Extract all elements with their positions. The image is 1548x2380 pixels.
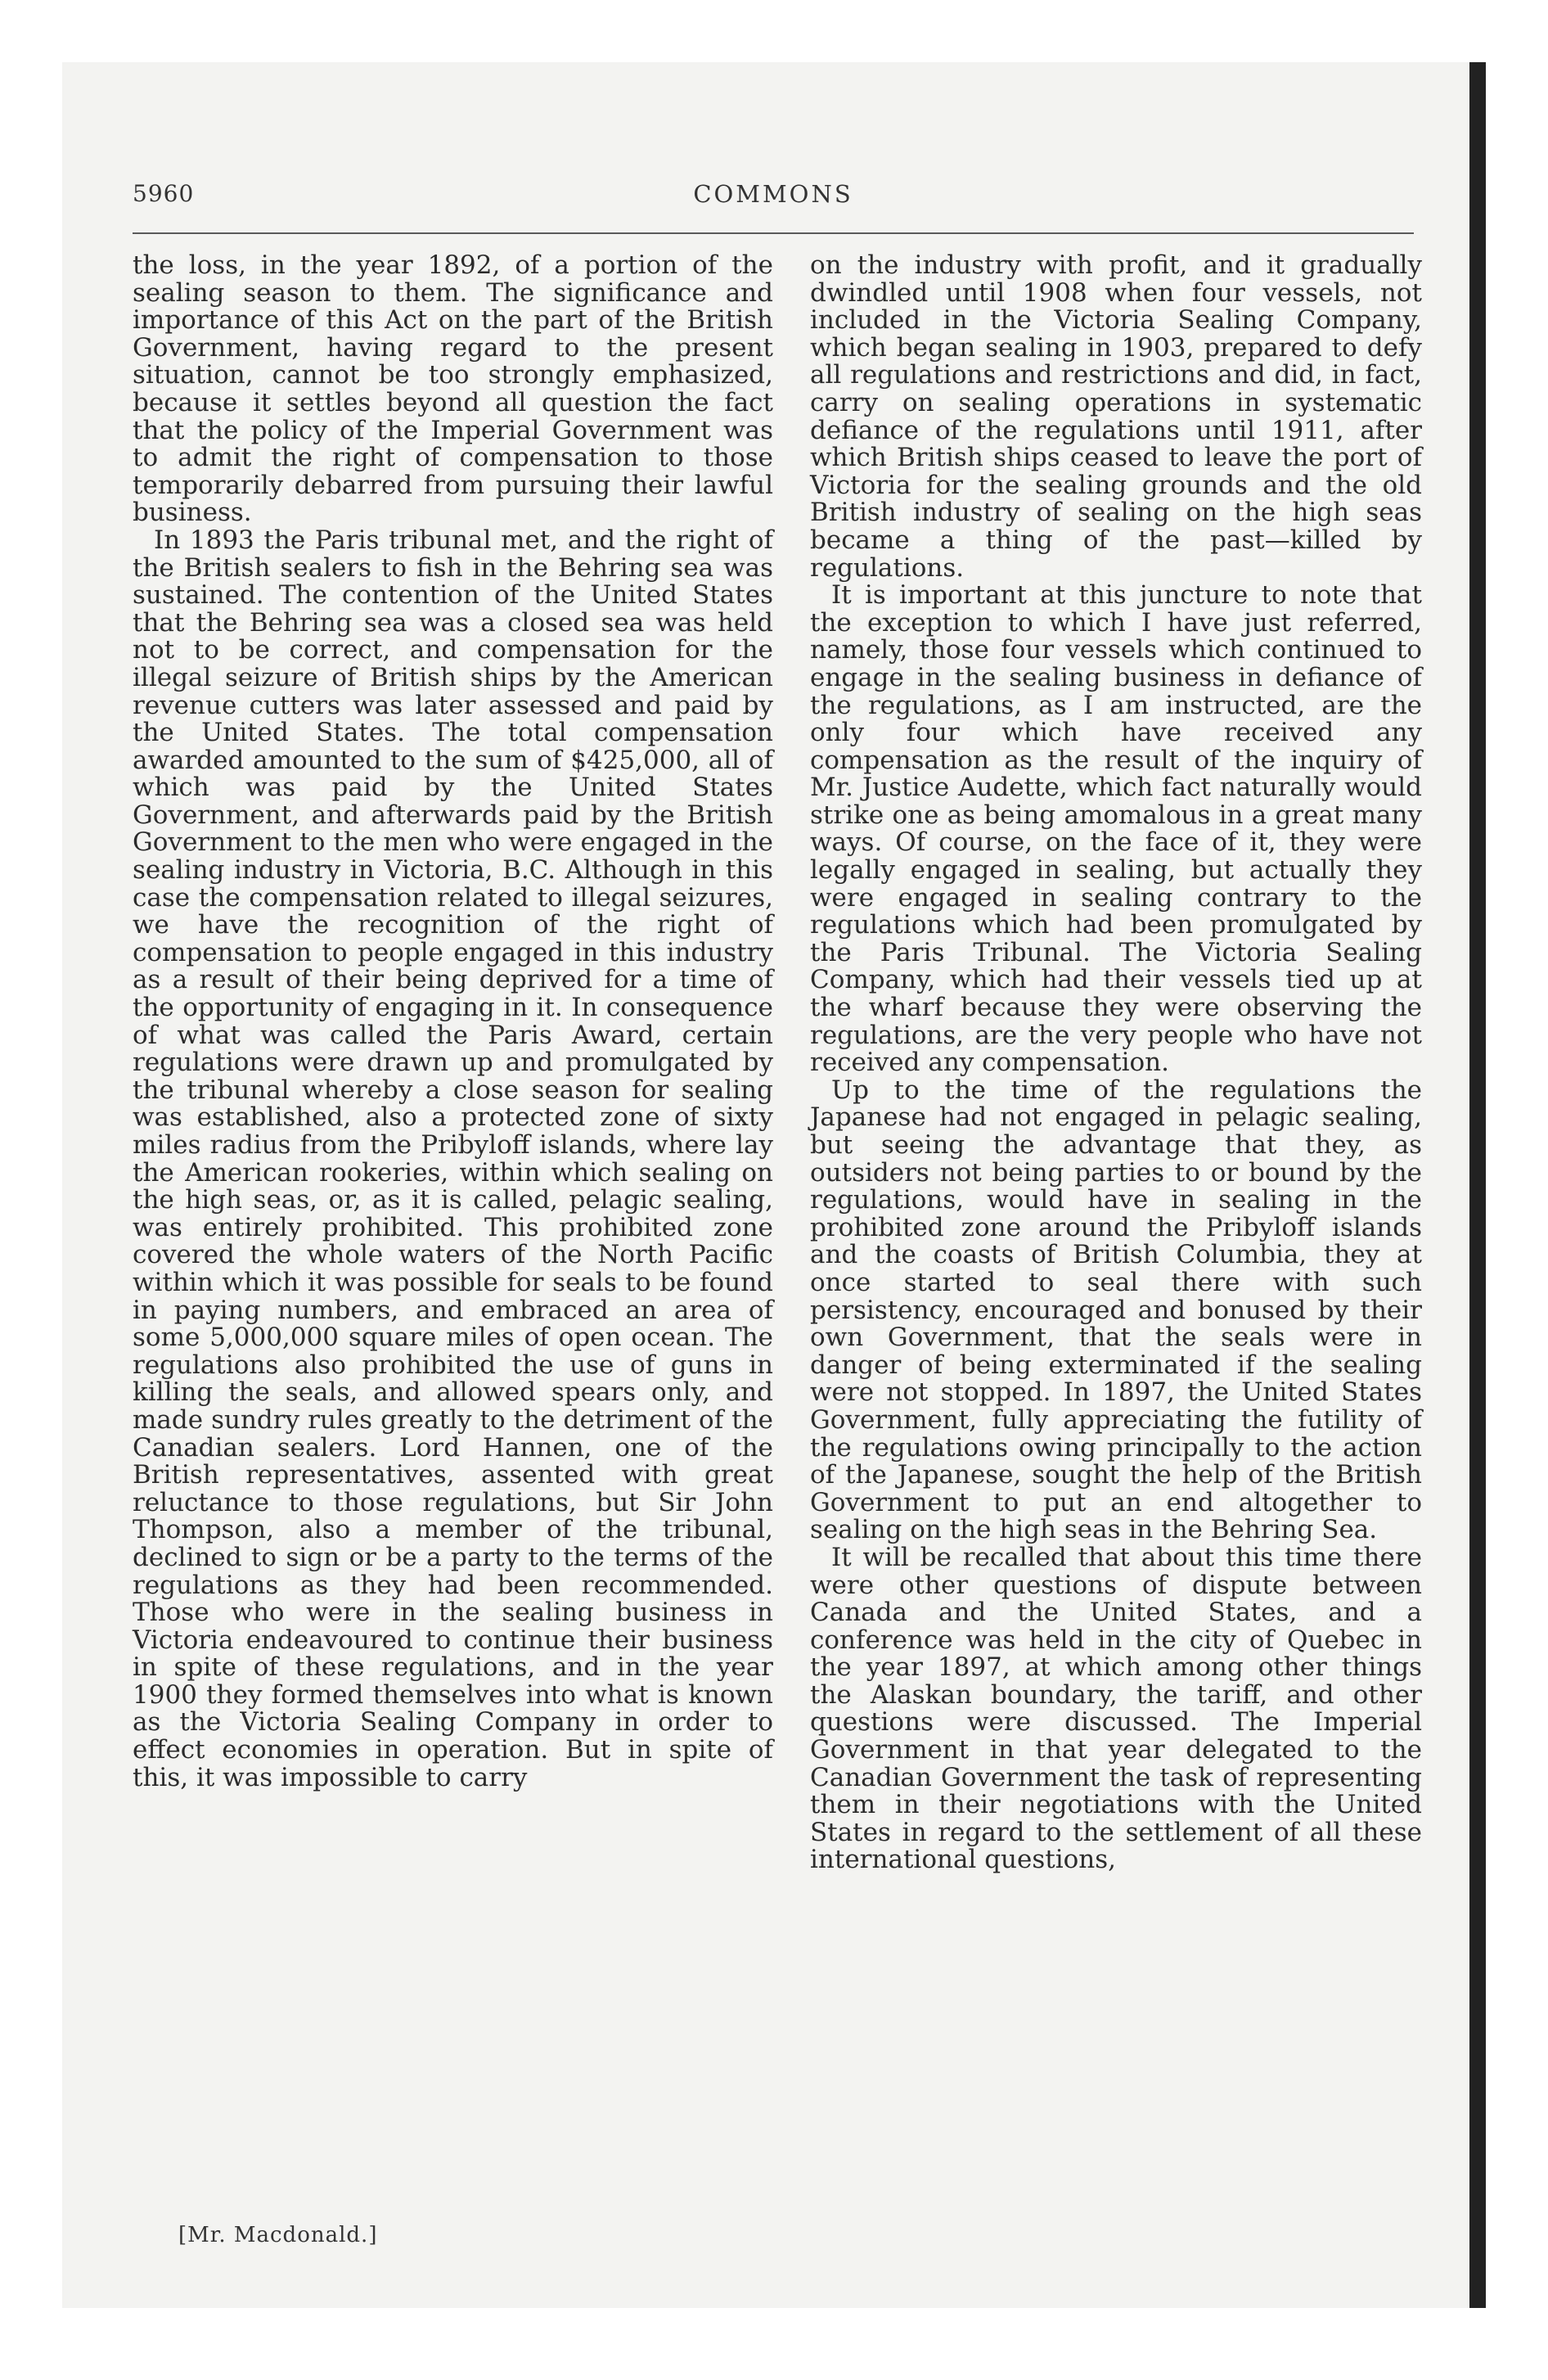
paragraph: It will be recalled that about this time there were other questions of dispute between Canada and the United States, and a conference was held in the city of Quebec in the year 1897, at which among other things the Alaskan boundary, the tariff, and other questions were discussed. The Imperial Government in that year delegated to the Canadian Government the task of representing them in their negotiations with the United States in regard to the settlement of all these international questions, — [810, 1542, 1422, 1875]
header-rule — [133, 232, 1414, 234]
right-column — [810, 252, 1422, 1874]
paragraph: the loss, in the year 1892, of a portion of the sealing season to them. The significance and importance of this Act on the part of the British Government, having regard to the present situation, cannot be too strongly emphasized, because it settles beyond all question the fact that the policy of the Imperial Government was to admit the right of compensation to those temporarily debarred from pursuing their lawful business. — [133, 250, 773, 528]
paragraph: In 1893 the Paris tribunal met, and the right of the British sealers to fish in the Behring sea was sustained. The contention of the United States that the Behring sea was a closed sea was held not to be correct, and compensation for the illegal seizure of British ships by the American revenue cutters was later assessed and paid by the United States. The total compensation awarded amounted to the sum of $425,000, all of which was paid by the United States Government, and afterwards paid by the British Government to the men who were engaged in the sealing industry in Victoria, B.C. Although in this case the compensation related to illegal seizures, we have the recognition of the right of compensation to people engaged in this industry as a result of their being deprived for a time of the opportunity of engaging in it. In consequence of what was called the Paris Award, certain regulations were drawn up and promulgated by the tribunal whereby a close season for sealing was established, also a protected zone of sixty miles radius from the Pribyloff islands, where lay the American rookeries, within which sealing on the high seas, or, as it is called, pelagic sealing, was entirely prohibited. This prohibited zone covered the whole waters of the North Pacific within which it was possible for seals to be found in paying numbers, and embraced an area of some 5,000,000 square miles of open ocean. The regulations also prohibited the use of guns in killing the seals, and allowed spears only, and made sundry rules greatly to the detriment of the Canadian sealers. Lord Hannen, one of the British representatives, assented with great reluctance to those regulations, but Sir John Thompson, also a member of the tribunal, declined to sign or be a party to the terms of the regulations as they had been recommended. Those who were in the sealing business in Victoria endeavoured to continue their business in spite of these regulations, and in the year 1900 they formed themselves into what is known as the Victoria Sealing Company in order to effect economies in operation. But in spite of this, it was impossible to carry — [133, 525, 773, 1792]
speaker-tag: [Mr. Macdonald.] — [178, 2223, 378, 2247]
page-header — [133, 180, 1414, 221]
running-head: COMMONS — [693, 180, 853, 208]
left-column — [133, 252, 773, 1792]
page-number: 5960 — [133, 180, 195, 207]
paragraph: Up to the time of the regulations the Japanese had not engaged in pelagic sealing, but seeing the advantage that they, as outsiders not being parties to or bound by the regulations, would have in sealing in the prohibited zone around the Pribyloff islands and the coasts of British Columbia, they at once started to seal there with such persistency, encouraged and bonused by their own Government, that the seals were in danger of being exterminated if the sealing were not stopped. In 1897, the United States Government, fully appreciating the futility of the regulations owing principally to the action of the Japanese, sought the help of the British Government to put an end altogether to sealing on the high seas in the Behring Sea. — [810, 1075, 1422, 1545]
paragraph: It is important at this juncture to note that the exception to which I have just referred, namely, those four vessels which continued to engage in the sealing business in defiance of the regulations, as I am instructed, are the only four which have received any compensation as the result of the inquiry of Mr. Justice Audette, which fact naturally would strike one as being amomalous in a great many ways. Of course, on the face of it, they were legally engaged in sealing, but actually they were engaged in sealing contrary to the regulations which had been promulgated by the Paris Tribunal. The Victoria Sealing Company, which had their vessels tied up at the wharf because they were observing the regulations, are the very people who have not received any compensation. — [810, 580, 1422, 1078]
scan-edge-shadow — [1469, 62, 1486, 2308]
paragraph: on the industry with profit, and it gradually dwindled until 1908 when four vessels, not included in the Victoria Sealing Company, which began sealing in 1903, prepared to defy all regulations and restrictions and did, in fact, carry on sealing operations in systematic defiance of the regulations until 1911, after which British ships ceased to leave the port of Victoria for the sealing grounds and the old British industry of sealing on the high seas became a thing of the past—killed by regulations. — [810, 250, 1422, 583]
